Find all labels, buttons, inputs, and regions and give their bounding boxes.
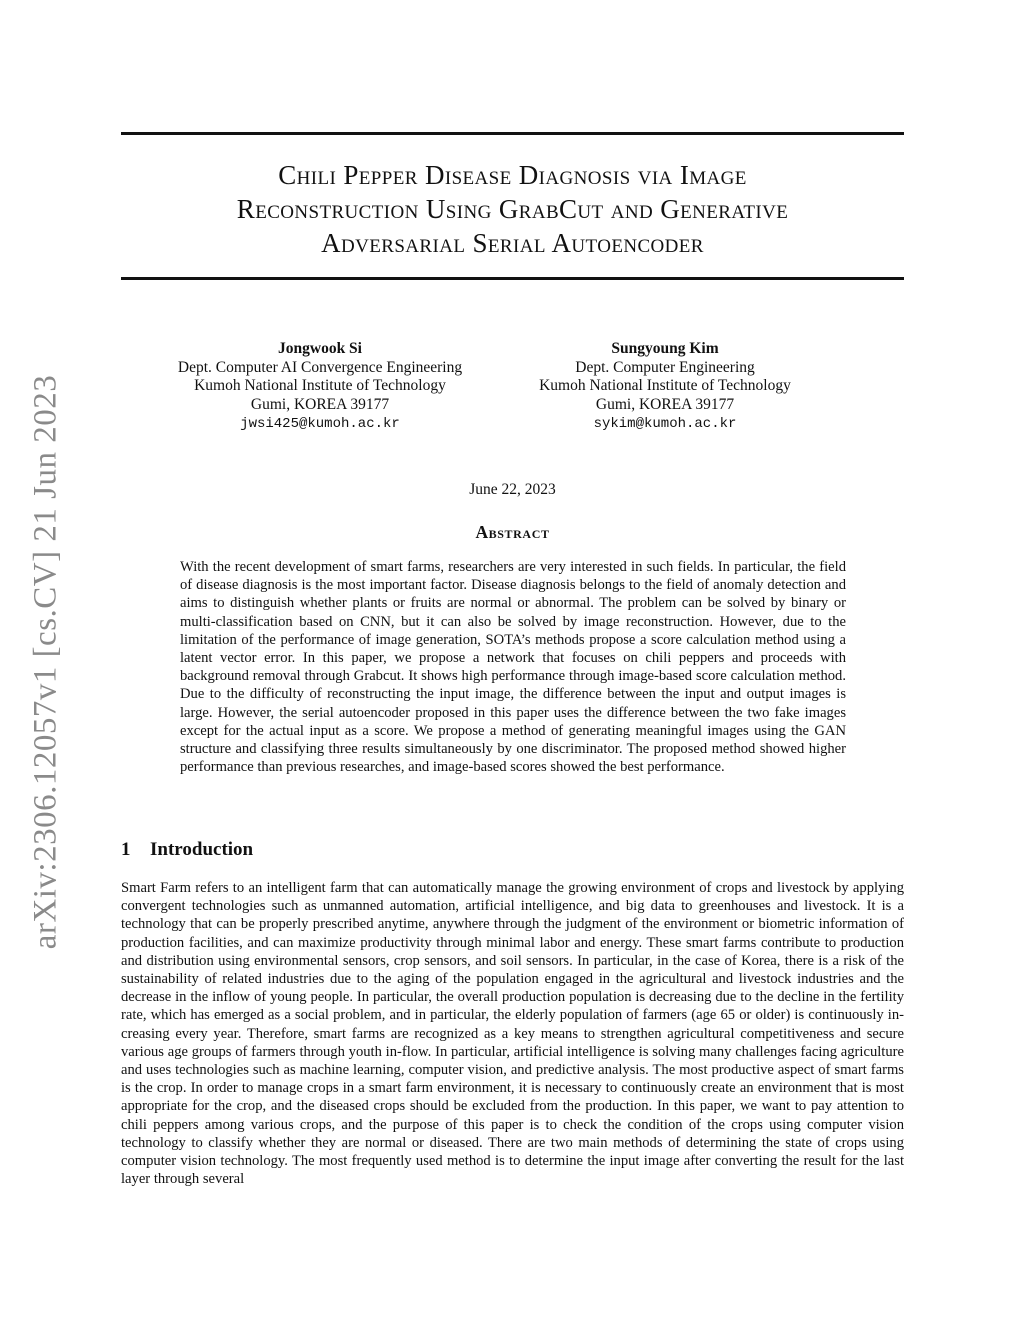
introduction-text: Smart Farm refers to an intelligent farm that can automatically manage the growing environment of crops and livestock by applying convergent technologies such as unmanned automation, artificial intelligence, and big data to greenhouses and livestock. It is a technology that can be properly prescribed anytime, anywhere through the judgment of the environment or biometric information of production facilities, and can maximize productivity through minimal labor and energy. These smart farms contribute to production and distribution using environmental sensors, crop sensors, and soil sensors. In particular, in the case of Korea, there is a risk of the sustainability of related industries due to the aging of the population engaged in the agricultural and livestock industries and the decrease in the inflow of young people. In particular, the overall production population is decreasing due to the decline in the fertility rate, which has emerged as a social problem, and in particular, the elderly population of farmers (age 65 or older) is continuously in-creasing every year. Therefore, smart farms are recognized as a key means to strengthen agricultural competitiveness and secure various age groups of farmers through youth in-flow. In particular, artificial intelligence is solving many challenges facing agriculture and uses technologies such as machine learning, computer vision, and predictive analysis. The most productive aspect of smart farms is the crop. In order to manage crops in a smart farm environment, it is necessary to continuously create an environment that is most appropriate for the crop, and the diseased crops should be excluded from the production. In this paper, we want to pay attention to chili peppers among various crops, and the purpose of this paper is to check the condition of the crops using computer vision technology to classify whether they are normal or diseased. There are two main methods of determining the state of crops using computer vision technology. The most frequently used method is to determine the input image after converting the result for the last layer through several <box>121 880 904 1188</box>
author-location: Gumi, KOREA 39177 <box>595 395 735 413</box>
author-department: Dept. Computer AI Convergence Engineering <box>177 358 463 376</box>
author-name: Jongwook Si <box>278 340 362 357</box>
author-institute: Kumoh National Institute of Technology <box>539 377 791 394</box>
abstract-heading: Abstract <box>475 522 550 542</box>
author-location: Gumi, KOREA 39177 <box>250 395 390 413</box>
arxiv-identifier: arXiv:2306.12057v1 [cs.CV] 21 Jun 2023 <box>27 374 64 950</box>
paper-title-line-3: Adversarial Serial Autoencoder <box>321 228 704 258</box>
title-top-rule <box>121 132 904 135</box>
author-block-first <box>150 340 490 434</box>
paper-title-line-1: Chili Pepper Disease Diagnosis via Image <box>278 160 747 190</box>
author-block-second <box>515 340 815 434</box>
paper-title-line-2: Reconstruction Using GrabCut and Generative <box>236 194 789 224</box>
author-name: Sungyoung Kim <box>611 340 719 357</box>
section-number: 1 <box>121 839 131 860</box>
paper-title <box>121 158 904 260</box>
section-title: Introduction <box>150 839 254 860</box>
title-bottom-rule <box>121 277 904 280</box>
author-institute: Kumoh National Institute of Technology <box>194 377 446 394</box>
publication-date: June 22, 2023 <box>469 481 556 498</box>
abstract-text: With the recent development of smart farms, researchers are very interested in such fields. In particular, the field of disease diagnosis is the most important factor. Disease diagnosis belongs to the field of anomaly detection and aims to distinguish whether plants or fruits are normal or abnormal. The problem can be solved by binary or multi-classification based on CNN, but it can also be solved by image reconstruction. However, due to the limitation of the performance of image generation, SOTA’s methods propose a score calculation method using a latent vector error. In this paper, we propose a network that focuses on chili peppers and proceeds with background removal through Grabcut. It shows high performance through image-based score calculation method. Due to the difficulty of reconstructing the input image, the difference between the input and output images is large. However, the serial autoencoder proposed in this paper uses the difference between the two fake images except for the actual input as a score. We propose a method of generating meaningful images using the GAN structure and classifying three results simultaneously by one discriminator. The proposed method showed higher performance than previous researches, and image-based scores showed the best performance. <box>180 559 846 776</box>
author-email[interactable]: sykim@kumoh.ac.kr <box>593 416 737 432</box>
section-heading-introduction <box>121 839 253 861</box>
author-department: Dept. Computer Engineering <box>575 358 755 376</box>
author-email[interactable]: jwsi425@kumoh.ac.kr <box>240 416 400 432</box>
